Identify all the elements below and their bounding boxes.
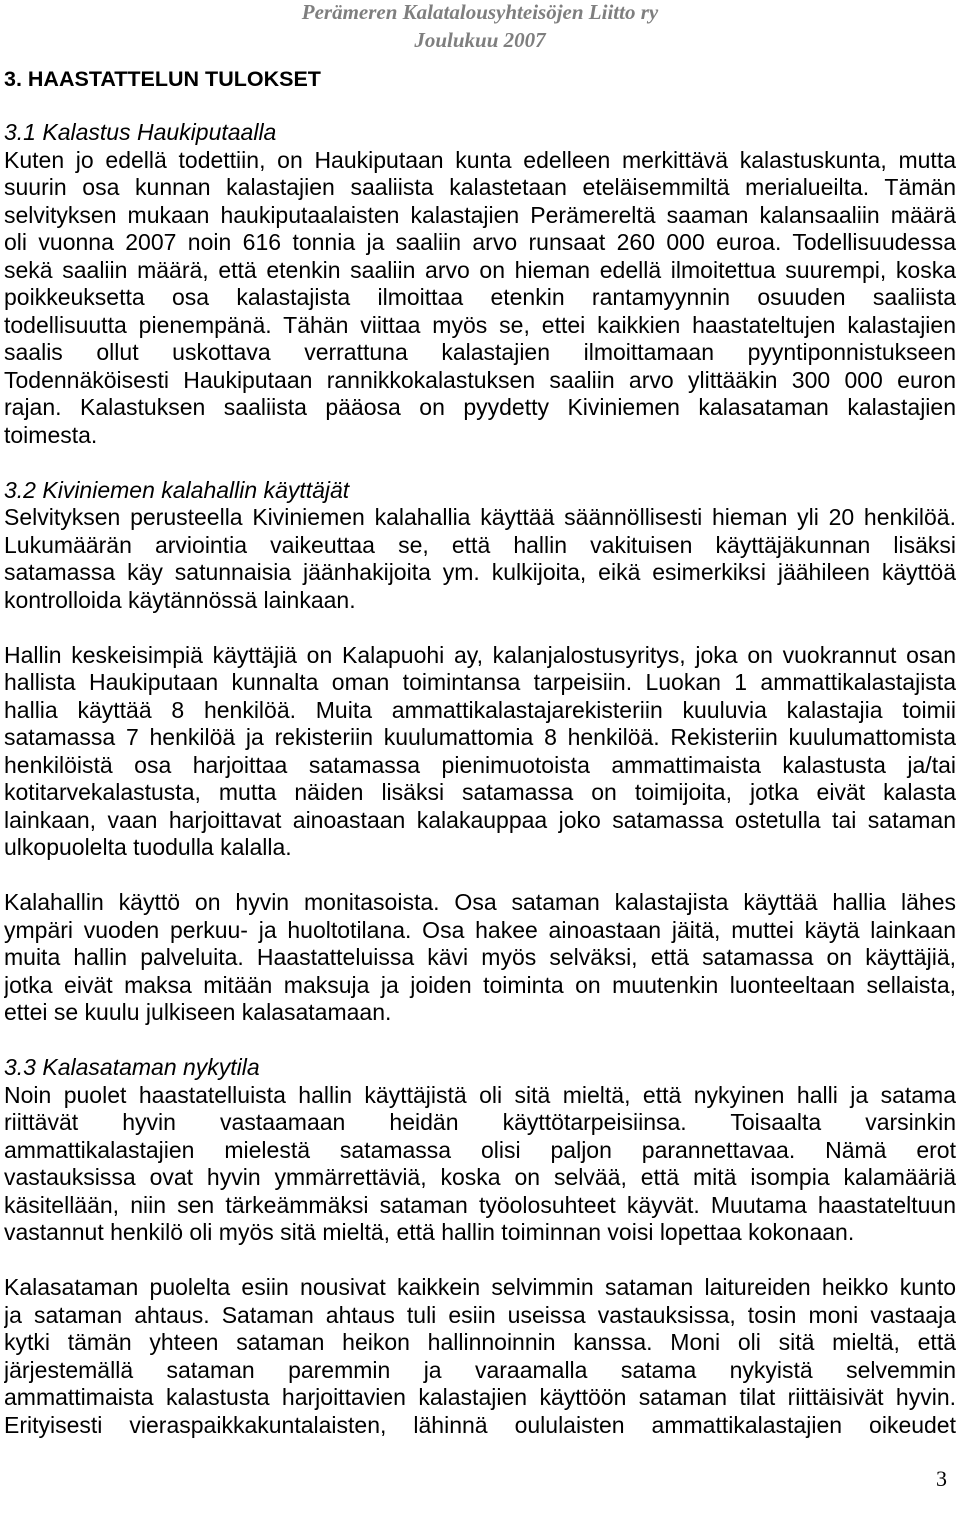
text-line: ja sataman ahtaus. Sataman ahtaus tuli esiin useissa vastauksissa, tosin moni vastaaja bbox=[4, 1301, 956, 1328]
text-line: selvityksen mukaan haukiputaalaisten kalastajien Perämereltä saaman kalansaaliin määrä bbox=[4, 201, 956, 228]
chapter-title: 3. HAASTATTELUN TULOKSET bbox=[4, 67, 321, 91]
paragraph bbox=[4, 1082, 956, 1247]
section-heading: 3.2 Kiviniemen kalahallin käyttäjät bbox=[4, 476, 350, 503]
text-line: rajan. Kalastuksen saaliista pääosa on pyydetty Kiviniemen kalasataman kalastajien bbox=[4, 394, 956, 421]
text-line: lainkaan, vaan harjoittavat ainoastaan kalakauppaa joko satamassa ostetulla tai sataman bbox=[4, 806, 956, 833]
text-line: käsitellään, niin sen tärkeämmäksi sataman työolosuhteet käyvät. Muutama haastateltuun bbox=[4, 1191, 956, 1218]
header-organization: Perämeren Kalatalousyhteisöjen Liitto ry bbox=[301, 0, 659, 24]
header-date: Joulukuu 2007 bbox=[414, 28, 546, 52]
paragraph bbox=[4, 1274, 956, 1439]
text-line: Selvityksen perusteella Kiviniemen kalahallia käyttää säännöllisesti hieman yli 20 henkilöä. bbox=[4, 504, 956, 531]
text-line: vastauksissa ovat hyvin ymmärrettäviä, koska on selvää, että mitä isompia kalamääriä bbox=[4, 1164, 956, 1191]
text-line: hallista Haukiputaan kunnalta oman toimintansa tarpeisiin. Luokan 1 ammattikalastajista bbox=[4, 669, 956, 696]
text-line: Kuten jo edellä todettiin, on Haukiputaan kunta edelleen merkittävä kalastuskunta, mutta bbox=[4, 146, 956, 173]
text-line: suurin osa kunnan kalastajien saaliista kalastetaan eteläisemmiltä merialueilta. Tämän bbox=[4, 174, 956, 201]
text-line: Hallin keskeisimpiä käyttäjiä on Kalapuohi ay, kalanjalostusyritys, joka on vuokrannut osan bbox=[4, 641, 956, 668]
text-line: hallia käyttää 8 henkilöä. Muita ammattikalastajarekisteriin kuuluvia kalastajia toimii bbox=[4, 696, 956, 723]
text-line: henkilöistä osa harjoittaa satamassa pienimuotoista ammattimaista kalastusta ja/tai bbox=[4, 751, 956, 778]
section bbox=[4, 1054, 956, 1439]
text-line: toimesta. bbox=[4, 421, 98, 448]
text-line: Erityisesti vieraspaikkakuntalaisten, lähinnä oululaisten ammattikalastajien oikeudet bbox=[4, 1411, 956, 1438]
text-line: Kalasataman puolelta esiin nousivat kaikkein selvimmin sataman laitureiden heikko kunto bbox=[4, 1274, 956, 1301]
text-line: sekä saaliin määrä, että etenkin saaliin arvo on hieman edellä ilmoitettua suurempi, koska bbox=[4, 256, 956, 283]
page-number: 3 bbox=[936, 1466, 947, 1491]
text-line: ulkopuolelta tuodulla kalalla. bbox=[4, 834, 292, 861]
text-line: kytki tämän yhteen sataman heikon hallinnoinnin kanssa. Moni oli sitä mieltä, että bbox=[4, 1329, 956, 1356]
text-line: Todennäköisesti Haukiputaan rannikkokalastuksen saaliin arvo ylittääkin 300 000 euron bbox=[4, 366, 956, 393]
paragraph bbox=[4, 147, 956, 450]
section bbox=[4, 119, 956, 449]
text-line: Noin puolet haastatelluista hallin käyttäjistä oli sitä mieltä, että nykyinen halli ja satama bbox=[4, 1081, 956, 1108]
text-line: kontrolloida käytännössä lainkaan. bbox=[4, 586, 356, 613]
text-line: satamassa käy satunnaisia jäänhakijoita ym. kulkijoita, eikä esimerkiksi jäähileen käyttöä bbox=[4, 559, 956, 586]
paragraph bbox=[4, 889, 956, 1027]
text-line: Kalahallin käyttö on hyvin monitasoista. Osa sataman kalastajista käyttää hallia lähes bbox=[4, 889, 956, 916]
text-line: muita hallin palveluita. Haastatteluissa kävi myös selväksi, että satamassa on käyttäjiä, bbox=[4, 944, 956, 971]
text-line: järjestemällä sataman paremmin ja varaamalla satama nykyistä selvemmin bbox=[4, 1356, 956, 1383]
section-heading: 3.1 Kalastus Haukiputaalla bbox=[4, 119, 277, 146]
section bbox=[4, 477, 956, 1027]
text-line: todellisuutta pienempänä. Tähän viittaa myös se, ettei kaikkien haastateltujen kalastajien bbox=[4, 311, 956, 338]
text-line: jotka eivät maksa mitään maksuja ja joiden toiminta on muutenkin luonteeltaan sellaista, bbox=[4, 971, 956, 998]
text-line: ammattimaista kalastusta harjoittavien kalastajien käyttöön sataman tilat riittäisivät hyvin. bbox=[4, 1384, 956, 1411]
text-line: oli vuonna 2007 noin 616 tonnia ja saaliin arvo runsaat 260 000 euroa. Todellisuudessa bbox=[4, 229, 956, 256]
text-line: ympäri vuoden perkuu- ja huoltotilana. Osa hakee ainoastaan jäitä, muttei käytä lainkaan bbox=[4, 916, 956, 943]
text-line: saalis ollut uskottava verrattuna kalastajien ilmoittamaan pyyntiponnistukseen bbox=[4, 339, 956, 366]
section-heading: 3.3 Kalasataman nykytila bbox=[4, 1054, 260, 1081]
text-line: poikkeuksetta osa kalastajista ilmoittaa etenkin rantamyynnin osuuden saaliista bbox=[4, 284, 956, 311]
paragraph bbox=[4, 504, 956, 614]
text-line: ettei se kuulu julkiseen kalasatamaan. bbox=[4, 999, 392, 1026]
body-text bbox=[4, 119, 956, 1439]
text-line: satamassa 7 henkilöä ja rekisteriin kuulumattomia 8 henkilöä. Rekisteriin kuulumattomista bbox=[4, 724, 956, 751]
text-line: riittävät hyvin vastaamaan heidän käyttötarpeisiinsa. Toisaalta varsinkin bbox=[4, 1109, 956, 1136]
paragraph bbox=[4, 642, 956, 862]
text-line: ammattikalastajien mielestä satamassa olisi paljon parannettavaa. Nämä erot bbox=[4, 1136, 956, 1163]
text-line: vastannut henkilö oli myös sitä mieltä, että hallin toiminnan voisi lopettaa kokonaan. bbox=[4, 1219, 855, 1246]
text-line: kotitarvekalastusta, mutta näiden lisäksi satamassa on toimijoita, jotka eivät kalasta bbox=[4, 779, 956, 806]
text-line: Lukumäärän arviointia vaikeuttaa se, että hallin vakituisen käyttäjäkunnan lisäksi bbox=[4, 531, 956, 558]
